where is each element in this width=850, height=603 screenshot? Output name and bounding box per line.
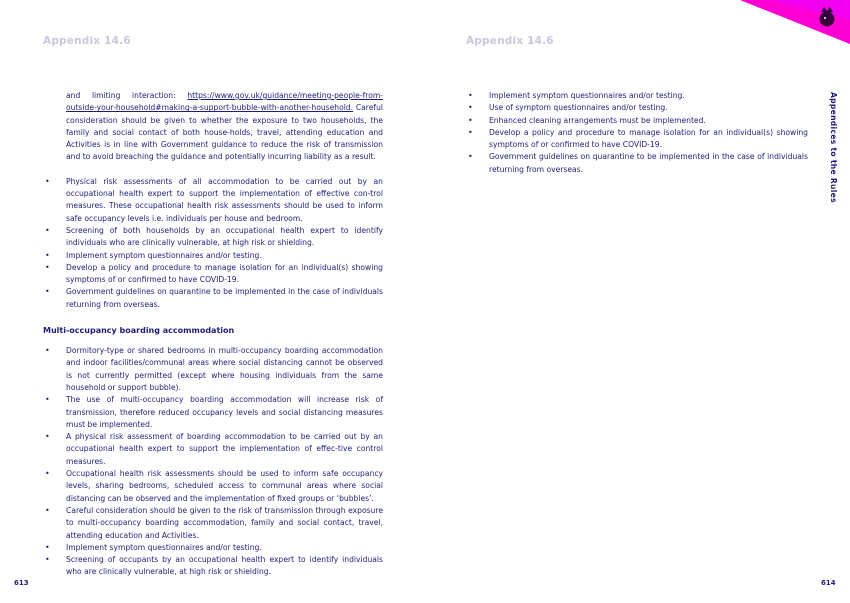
list-item: • Implement symptom questionnaires and/or testing. bbox=[43, 542, 383, 554]
bullet-icon: • bbox=[45, 287, 50, 297]
list-item: • Develop a policy and procedure to manage isolation for an individual(s) showing symptoms of or confirmed to have COVID-19. bbox=[45, 262, 383, 285]
bullet-icon: • bbox=[45, 346, 50, 356]
intro-paragraph: and limiting interaction: https://www.gov.uk/guidance/meeting-people-from-outside-your-household#making-a-support-bubble-with-another-household. Careful consideration should be given to whether the exposure to two households, the family and social contact of both house-holds, travel, attending education and Activities is in line with Government guidance to reduce the risk of transmission and to avoid breaching the guidance and potentially incurring liability as a result. bbox=[66, 91, 383, 162]
right-header: Appendix 14.6 bbox=[466, 35, 554, 47]
right-page-body bbox=[466, 90, 808, 176]
bullet-icon: • bbox=[45, 250, 50, 260]
list-item: • A physical risk assessment of boarding accommodation to be carried out by an occupational health expert to support the implementation of effec-tive control measures. bbox=[45, 432, 383, 466]
section-heading: Multi-occupancy boarding accommodation bbox=[43, 326, 235, 336]
list-item: • Enhanced cleaning arrangements must be implemented. bbox=[466, 115, 808, 127]
bullet-icon: • bbox=[45, 176, 50, 186]
boarding-bullets bbox=[43, 345, 383, 579]
list-item: • Dormitory-type or shared bedrooms in multi-occupancy boarding accommodation and indoor facilities/communal areas where social distancing cannot be observed is not currently permitted (except where housing individuals from the same household or support bubble). bbox=[45, 346, 383, 392]
list-item: • Implement symptom questionnaires and/or testing. bbox=[43, 250, 383, 262]
bullet-icon: • bbox=[468, 115, 473, 125]
list-item: • Screening of occupants by an occupational health expert to identify individuals who are clinically vulnerable, at high risk or shielding. bbox=[45, 555, 383, 577]
list-item: • Screening of both households by an occupational health expert to identify individuals who are clinically vulnerable, at high risk or shielding. bbox=[45, 225, 383, 248]
bullet-icon: • bbox=[468, 152, 473, 162]
list-item: • Develop a policy and procedure to manage isolation for an individual(s) showing symptoms of or confirmed to have COVID-19. bbox=[468, 127, 808, 150]
list-item: • Physical risk assessments of all accommodation to be carried out by an occupational health expert to support the implementation of effective con-trol measures. These occupational health risk assessments should be used to inform safe occupancy levels i.e. individuals per house and bedroom. bbox=[45, 176, 383, 223]
list-item: • Occupational health risk assessments should be used to inform safe occupancy levels, sharing bedrooms, scheduled access to communal areas where social distancing can be observed and the implementation of fixed groups or ‘bubbles’. bbox=[45, 469, 383, 503]
bullet-icon: • bbox=[468, 127, 473, 137]
left-header: Appendix 14.6 bbox=[43, 35, 131, 47]
corner-decoration bbox=[740, 0, 850, 50]
guidance-link[interactable]: https://www.gov.uk/guidance/meeting-people-from-outside-your-household#making-a-support-bubble-with-another-household. bbox=[66, 91, 383, 113]
bullet-icon: • bbox=[45, 395, 50, 405]
list-item: • Government guidelines on quarantine to be implemented in the case of individuals returning from overseas. bbox=[45, 287, 383, 309]
left-page-body bbox=[43, 90, 383, 579]
side-label: Appendices to the Rules bbox=[829, 92, 838, 203]
list-item: • Government guidelines on quarantine to be implemented in the case of individuals returning from overseas. bbox=[468, 152, 808, 174]
list-item: • The use of multi-occupancy boarding accommodation will increase risk of transmission, therefore reduced occupancy levels and social distancing measures must be implemented. bbox=[45, 395, 383, 429]
list-item: • Use of symptom questionnaires and/or testing. bbox=[466, 102, 808, 114]
right-page-number: 614 bbox=[821, 579, 836, 587]
bullet-icon: • bbox=[45, 542, 50, 552]
list-item: • Implement symptom questionnaires and/or testing. bbox=[466, 90, 808, 102]
household-bullets bbox=[43, 176, 383, 311]
bullet-icon: • bbox=[45, 225, 50, 235]
right-bullets bbox=[466, 90, 808, 176]
bullet-icon: • bbox=[468, 91, 473, 100]
bullet-icon: • bbox=[45, 505, 50, 515]
bullet-icon: • bbox=[45, 469, 50, 479]
bullet-icon: • bbox=[45, 262, 50, 272]
bullet-icon: • bbox=[45, 432, 50, 442]
bullet-icon: • bbox=[468, 103, 473, 113]
list-item: • Careful consideration should be given to the risk of transmission through exposure to multi-occupancy boarding accommodation, family and social contact, travel, attending education and Activities. bbox=[45, 505, 383, 540]
bullet-icon: • bbox=[45, 555, 50, 565]
left-page-number: 613 bbox=[14, 579, 29, 587]
